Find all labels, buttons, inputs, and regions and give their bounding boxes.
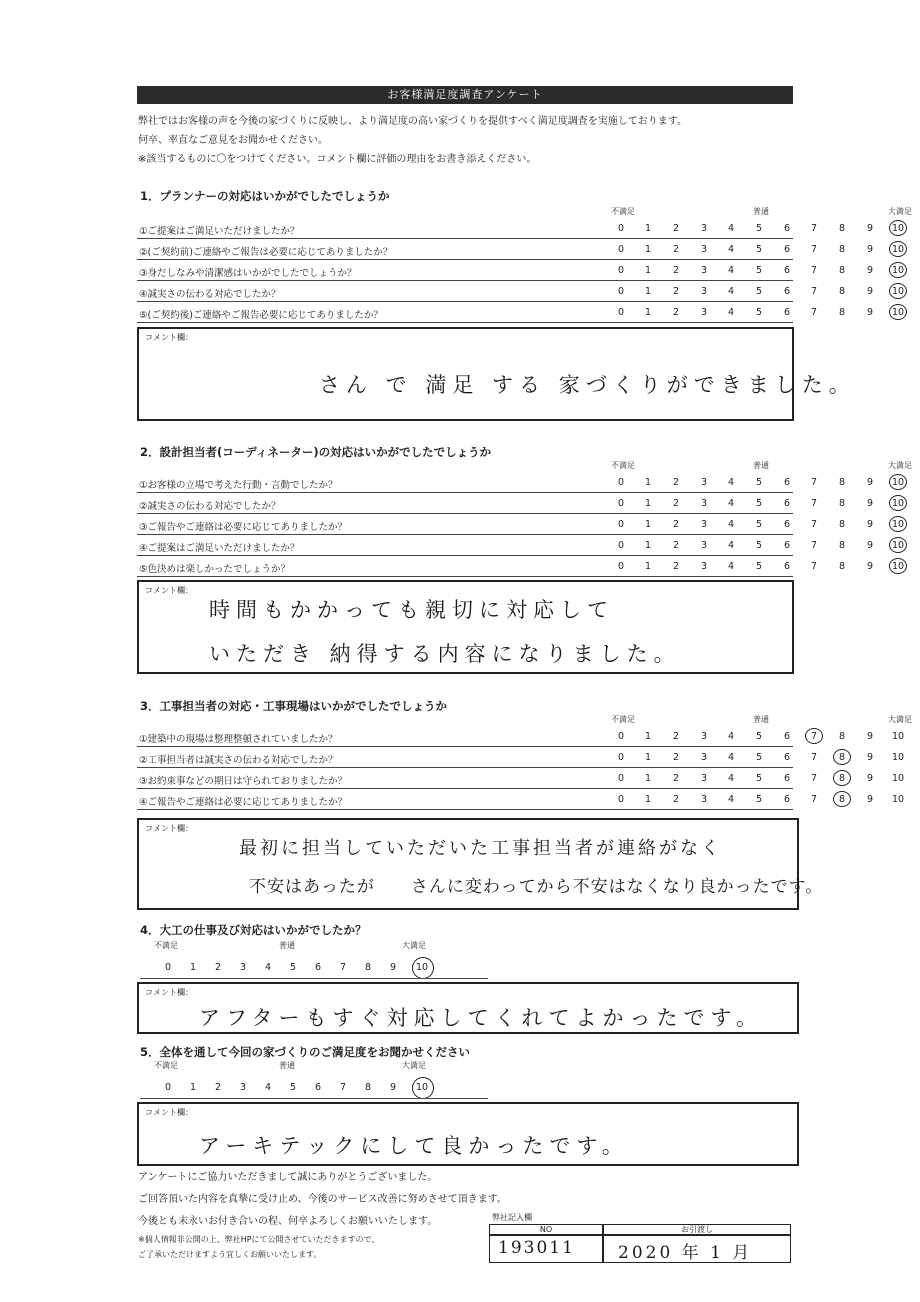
footer-note-2: ご了承いただけますよう宜しくお願いいたします。: [138, 1250, 322, 1259]
scale-low-label: 不満足: [611, 207, 635, 216]
selected-circle-mark: [833, 770, 851, 786]
scale-option-9[interactable]: 9: [866, 540, 874, 551]
scale-option-6[interactable]: 6: [783, 731, 791, 742]
selected-circle-mark: [889, 283, 907, 299]
scale-option-6[interactable]: 6: [783, 519, 791, 530]
scale-option-9[interactable]: 9: [866, 794, 874, 805]
section-2-comment-line-2: いただき 納得する内容になりました。: [209, 642, 681, 666]
scale-option-6[interactable]: 6: [783, 265, 791, 276]
section-4-comment-box[interactable]: [137, 982, 799, 1034]
question-label: ⑤色決めは楽しかったでしょうか？: [139, 564, 291, 575]
scale-option-0[interactable]: 0: [617, 265, 625, 276]
scale-option-3[interactable]: 3: [700, 540, 708, 551]
scale-option-10[interactable]: 10: [891, 540, 905, 551]
scale-option-9[interactable]: 9: [866, 286, 874, 297]
scale-option-2[interactable]: 2: [672, 498, 680, 509]
scale-option-10[interactable]: 10: [891, 244, 905, 255]
selected-circle-mark: [889, 262, 907, 278]
scale-option-5[interactable]: 5: [755, 223, 763, 234]
scale-option-0[interactable]: 0: [617, 498, 625, 509]
scale-option-7[interactable]: 7: [810, 731, 818, 742]
comment-label: コメント欄：: [145, 1108, 193, 1117]
intro-line-2: 何卒、率直なご意見をお聞かせください。: [138, 135, 328, 146]
scale-mid-label: 普通: [753, 715, 769, 724]
question-row: [137, 260, 905, 281]
question-row: [137, 789, 905, 810]
question-row: [137, 239, 905, 260]
scale-option-4[interactable]: 4: [727, 307, 735, 318]
scale-option-7[interactable]: 7: [810, 223, 818, 234]
scale-option-3[interactable]: 3: [700, 265, 708, 276]
scale-option-10[interactable]: 10: [891, 477, 905, 488]
office-no-cell[interactable]: [489, 1235, 603, 1263]
scale-option-5[interactable]: 5: [755, 561, 763, 572]
scale-option-9[interactable]: 9: [866, 498, 874, 509]
scale-option-7[interactable]: 7: [810, 477, 818, 488]
question-row: [137, 281, 905, 302]
section-1-title: 1．プランナーの対応はいかがでしたでしょうか: [140, 189, 390, 203]
scale-option-10[interactable]: 10: [891, 561, 905, 572]
selected-circle-mark: [889, 304, 907, 320]
scale-option-2[interactable]: 2: [672, 307, 680, 318]
selected-circle-mark: [889, 537, 907, 553]
scale-option-1[interactable]: 1: [644, 244, 652, 255]
question-label: ②工事担当者は誠実さの伝わる対応でしたか？: [139, 755, 338, 766]
scale-option-9[interactable]: 9: [866, 752, 874, 763]
scale-option-5[interactable]: 5: [755, 477, 763, 488]
comment-label: コメント欄：: [145, 988, 193, 997]
scale-option-2[interactable]: 2: [672, 540, 680, 551]
scale-option-1[interactable]: 1: [644, 286, 652, 297]
scale-option-2[interactable]: 2: [214, 962, 222, 973]
scale-option-7[interactable]: 7: [810, 307, 818, 318]
question-label: ②(ご契約前)ご連絡やご報告は必要に応じてありましたか？: [139, 247, 393, 258]
section-2-comment-box[interactable]: [137, 580, 794, 674]
scale-option-10[interactable]: 10: [415, 962, 429, 973]
selected-circle-mark: [833, 749, 851, 765]
scale-option-7[interactable]: 7: [810, 519, 818, 530]
scale-option-6[interactable]: 6: [783, 773, 791, 784]
scale-option-0[interactable]: 0: [617, 794, 625, 805]
question-label: ③お約束事などの期日は守られておりましたか？: [139, 776, 348, 787]
scale-option-1[interactable]: 1: [189, 1082, 197, 1093]
scale-option-6[interactable]: 6: [783, 540, 791, 551]
selected-circle-mark: [805, 728, 823, 744]
selected-circle-mark: [889, 495, 907, 511]
scale-option-9[interactable]: 9: [866, 731, 874, 742]
scale-mid-label: 普通: [279, 941, 295, 950]
section-3-comment-line-1: 最初に担当していただいた工事担当者が連絡がなく: [239, 838, 722, 859]
scale-option-10[interactable]: 10: [891, 223, 905, 234]
scale-option-1[interactable]: 1: [644, 519, 652, 530]
question-label: ②誠実さの伝わる対応でしたか？: [139, 501, 281, 512]
scale-option-10[interactable]: 10: [891, 498, 905, 509]
scale-option-8[interactable]: 8: [838, 794, 846, 805]
question-label: ③身だしなみや清潔感はいかがでしたでしょうか？: [139, 268, 357, 279]
scale-option-5[interactable]: 5: [755, 731, 763, 742]
scale-option-1[interactable]: 1: [644, 498, 652, 509]
scale-underline: [140, 1098, 488, 1099]
section-5-comment-box[interactable]: [137, 1102, 799, 1166]
selected-circle-mark: [412, 957, 434, 979]
scale-option-6[interactable]: 6: [783, 307, 791, 318]
question-label: ①お客様の立場で考えた行動・言動でしたか？: [139, 480, 338, 491]
comment-label: コメント欄：: [145, 586, 193, 595]
office-no-label: NO: [539, 1225, 553, 1234]
question-row: [137, 514, 905, 535]
scale-option-9[interactable]: 9: [866, 773, 874, 784]
scale-option-5[interactable]: 5: [755, 773, 763, 784]
scale-option-1[interactable]: 1: [644, 477, 652, 488]
section-3-table: [137, 714, 912, 814]
scale-option-6[interactable]: 6: [783, 752, 791, 763]
office-handover-cell[interactable]: [603, 1235, 791, 1263]
scale-option-3[interactable]: 3: [700, 244, 708, 255]
comment-label: コメント欄：: [145, 824, 193, 833]
scale-option-5[interactable]: 5: [755, 752, 763, 763]
scale-option-4[interactable]: 4: [727, 794, 735, 805]
scale-mid-label: 普通: [279, 1061, 295, 1070]
section-4-scale: [140, 940, 490, 980]
section-2-table: [137, 460, 912, 580]
question-row: [137, 747, 905, 768]
scale-option-1[interactable]: 1: [644, 561, 652, 572]
scale-option-3[interactable]: 3: [239, 962, 247, 973]
comment-label: コメント欄：: [145, 333, 193, 342]
scale-option-9[interactable]: 9: [389, 1082, 397, 1093]
scale-option-10[interactable]: 10: [891, 731, 905, 742]
scale-option-4[interactable]: 4: [727, 731, 735, 742]
intro-line-1: 弊社ではお客様の声を今後の家づくりに反映し、より満足度の高い家づくりを提供すべく満足度調査を実施しております。: [138, 116, 687, 127]
office-handover-value: 2020 年 1 月: [618, 1243, 753, 1263]
scale-option-2[interactable]: 2: [672, 773, 680, 784]
scale-low-label: 不満足: [154, 941, 178, 950]
scale-option-1[interactable]: 1: [644, 540, 652, 551]
scale-option-4[interactable]: 4: [727, 519, 735, 530]
question-row: [137, 472, 905, 493]
scale-option-2[interactable]: 2: [672, 731, 680, 742]
scale-option-4[interactable]: 4: [727, 223, 735, 234]
section-1-comment-box[interactable]: [137, 327, 856, 421]
scale-option-2[interactable]: 2: [672, 223, 680, 234]
scale-option-3[interactable]: 3: [700, 731, 708, 742]
scale-option-10[interactable]: 10: [891, 286, 905, 297]
scale-option-8[interactable]: 8: [838, 307, 846, 318]
scale-option-10[interactable]: 10: [891, 773, 905, 784]
footer-note-1: ※個人情報非公開の上、弊社HPにて公開させていただきますので、: [138, 1235, 380, 1244]
scale-option-10[interactable]: 10: [891, 752, 905, 763]
scale-option-3[interactable]: 3: [700, 794, 708, 805]
office-handover-label: お引渡し: [681, 1225, 713, 1234]
scale-option-8[interactable]: 8: [838, 540, 846, 551]
scale-option-5[interactable]: 5: [289, 962, 297, 973]
scale-option-8[interactable]: 8: [838, 561, 846, 572]
question-row: [137, 218, 905, 239]
scale-option-2[interactable]: 2: [672, 519, 680, 530]
scale-option-0[interactable]: 0: [617, 540, 625, 551]
question-label: ①ご提案はご満足いただけましたか？: [139, 226, 300, 237]
section-1-comment-line-1: さん で 満足 する 家づくりができました。: [319, 373, 856, 397]
section-3-comment-line-2: 不安はあったが さんに変わってから不安はなくなり良かったです。: [249, 877, 824, 897]
scale-option-3[interactable]: 3: [700, 519, 708, 530]
scale-option-10[interactable]: 10: [891, 307, 905, 318]
section-2-title: 2．設計担当者(コーディネーター)の対応はいかがでしたでしょうか: [140, 445, 492, 459]
section-4-title: 4．大工の仕事及び対応はいかがでしたか？: [140, 923, 367, 937]
scale-option-0[interactable]: 0: [617, 307, 625, 318]
scale-option-10[interactable]: 10: [415, 1082, 429, 1093]
question-label: ④ご報告やご連絡は必要に応じてありましたか？: [139, 797, 348, 808]
scale-option-1[interactable]: 1: [189, 962, 197, 973]
scale-option-3[interactable]: 3: [700, 752, 708, 763]
scale-option-9[interactable]: 9: [866, 561, 874, 572]
scale-option-8[interactable]: 8: [838, 519, 846, 530]
scale-option-7[interactable]: 7: [810, 498, 818, 509]
scale-option-2[interactable]: 2: [672, 477, 680, 488]
scale-option-5[interactable]: 5: [755, 498, 763, 509]
section-4-comment-line-1: アフターもすぐ対応してくれてよかったです。: [199, 1006, 763, 1030]
scale-option-10[interactable]: 10: [891, 519, 905, 530]
question-row: [137, 726, 905, 747]
scale-option-1[interactable]: 1: [644, 307, 652, 318]
selected-circle-mark: [889, 558, 907, 574]
section-1-table: [137, 206, 912, 326]
scale-high-label: 大満足: [888, 207, 912, 216]
scale-option-3[interactable]: 3: [700, 773, 708, 784]
scale-option-7[interactable]: 7: [339, 962, 347, 973]
scale-option-8[interactable]: 8: [838, 223, 846, 234]
selected-circle-mark: [889, 241, 907, 257]
scale-option-1[interactable]: 1: [644, 773, 652, 784]
scale-option-6[interactable]: 6: [783, 286, 791, 297]
scale-option-7[interactable]: 7: [810, 286, 818, 297]
section-5-title: 5．全体を通して今回の家づくりのご満足度をお聞かせください: [140, 1045, 470, 1059]
scale-option-2[interactable]: 2: [672, 752, 680, 763]
scale-option-7[interactable]: 7: [810, 561, 818, 572]
scale-option-3[interactable]: 3: [700, 498, 708, 509]
scale-option-9[interactable]: 9: [866, 519, 874, 530]
scale-option-2[interactable]: 2: [214, 1082, 222, 1093]
scale-option-7[interactable]: 7: [810, 752, 818, 763]
scale-option-0[interactable]: 0: [164, 962, 172, 973]
scale-option-4[interactable]: 4: [727, 244, 735, 255]
scale-option-0[interactable]: 0: [617, 519, 625, 530]
scale-option-5[interactable]: 5: [289, 1082, 297, 1093]
scale-option-7[interactable]: 7: [810, 540, 818, 551]
scale-option-5[interactable]: 5: [755, 286, 763, 297]
office-no-value: 193011: [498, 1238, 575, 1258]
office-no-header: [489, 1224, 603, 1235]
scale-underline: [140, 978, 488, 979]
scale-option-5[interactable]: 5: [755, 265, 763, 276]
scale-high-label: 大満足: [402, 1061, 426, 1070]
scale-option-6[interactable]: 6: [783, 561, 791, 572]
scale-option-9[interactable]: 9: [866, 244, 874, 255]
scale-option-6[interactable]: 6: [783, 498, 791, 509]
scale-option-5[interactable]: 5: [755, 540, 763, 551]
scale-option-7[interactable]: 7: [810, 265, 818, 276]
scale-option-4[interactable]: 4: [264, 962, 272, 973]
footer-line-1: アンケートにご協力いただきまして誠にありがとうございました。: [138, 1172, 438, 1183]
scale-option-7[interactable]: 7: [810, 794, 818, 805]
question-label: ④誠実さの伝わる対応でしたか？: [139, 289, 281, 300]
scale-option-8[interactable]: 8: [838, 773, 846, 784]
scale-option-3[interactable]: 3: [239, 1082, 247, 1093]
selected-circle-mark: [412, 1077, 434, 1099]
scale-option-9[interactable]: 9: [389, 962, 397, 973]
scale-option-8[interactable]: 8: [364, 1082, 372, 1093]
scale-option-5[interactable]: 5: [755, 794, 763, 805]
scale-option-1[interactable]: 1: [644, 752, 652, 763]
scale-option-4[interactable]: 4: [727, 498, 735, 509]
footer-line-2: ご回答頂いた内容を真摯に受け止め、今後のサービス改善に努めさせて頂きます。: [138, 1194, 507, 1205]
page-title: お客様満足度調査アンケート: [137, 86, 793, 104]
scale-option-4[interactable]: 4: [264, 1082, 272, 1093]
scale-option-3[interactable]: 3: [700, 561, 708, 572]
scale-option-6[interactable]: 6: [314, 1082, 322, 1093]
scale-option-2[interactable]: 2: [672, 561, 680, 572]
scale-option-6[interactable]: 6: [783, 244, 791, 255]
scale-option-2[interactable]: 2: [672, 794, 680, 805]
scale-option-8[interactable]: 8: [838, 498, 846, 509]
scale-option-4[interactable]: 4: [727, 561, 735, 572]
scale-option-0[interactable]: 0: [617, 477, 625, 488]
scale-option-1[interactable]: 1: [644, 223, 652, 234]
question-row: [137, 493, 905, 514]
scale-option-2[interactable]: 2: [672, 265, 680, 276]
question-label: ④ご提案はご満足いただけましたか？: [139, 543, 300, 554]
scale-option-4[interactable]: 4: [727, 286, 735, 297]
scale-low-label: 不満足: [611, 461, 635, 470]
question-row: [137, 302, 905, 323]
question-row: [137, 768, 905, 789]
scale-option-10[interactable]: 10: [891, 265, 905, 276]
scale-low-label: 不満足: [611, 715, 635, 724]
intro-line-3: ※該当するものに〇をつけてください。コメント欄に評価の理由をお書き添えください。: [138, 154, 537, 165]
selected-circle-mark: [889, 516, 907, 532]
scale-option-5[interactable]: 5: [755, 307, 763, 318]
scale-option-5[interactable]: 5: [755, 244, 763, 255]
scale-option-3[interactable]: 3: [700, 477, 708, 488]
section-5-scale: [140, 1060, 490, 1100]
scale-option-7[interactable]: 7: [810, 773, 818, 784]
question-label: ①建築中の現場は整理整頓されていましたか？: [139, 734, 338, 745]
selected-circle-mark: [889, 220, 907, 236]
footer-line-3: 今後とも末永いお付き合いの程、何卒よろしくお願いいたします。: [138, 1216, 438, 1227]
scale-option-8[interactable]: 8: [838, 752, 846, 763]
section-5-comment-line-1: アーキテックにして良かったです。: [199, 1134, 629, 1158]
scale-option-0[interactable]: 0: [617, 244, 625, 255]
scale-mid-label: 普通: [753, 461, 769, 470]
scale-high-label: 大満足: [888, 715, 912, 724]
scale-option-0[interactable]: 0: [617, 752, 625, 763]
scale-high-label: 大満足: [888, 461, 912, 470]
question-label: ③ご報告やご連絡は必要に応じてありましたか？: [139, 522, 348, 533]
office-handover-header: [603, 1224, 791, 1235]
scale-option-4[interactable]: 4: [727, 752, 735, 763]
question-row: [137, 535, 905, 556]
scale-option-0[interactable]: 0: [164, 1082, 172, 1093]
scale-option-8[interactable]: 8: [838, 286, 846, 297]
scale-option-8[interactable]: 8: [364, 962, 372, 973]
scale-option-0[interactable]: 0: [617, 223, 625, 234]
scale-option-9[interactable]: 9: [866, 223, 874, 234]
scale-option-9[interactable]: 9: [866, 265, 874, 276]
scale-option-8[interactable]: 8: [838, 265, 846, 276]
scale-option-6[interactable]: 6: [314, 962, 322, 973]
scale-high-label: 大満足: [402, 941, 426, 950]
section-2-comment-line-1: 時間もかかっても親切に対応して: [209, 598, 614, 622]
scale-option-9[interactable]: 9: [866, 477, 874, 488]
scale-option-8[interactable]: 8: [838, 477, 846, 488]
scale-option-9[interactable]: 9: [866, 307, 874, 318]
scale-option-0[interactable]: 0: [617, 731, 625, 742]
scale-option-8[interactable]: 8: [838, 731, 846, 742]
section-3-comment-box[interactable]: [137, 818, 824, 910]
scale-option-6[interactable]: 6: [783, 223, 791, 234]
scale-option-0[interactable]: 0: [617, 286, 625, 297]
scale-option-0[interactable]: 0: [617, 561, 625, 572]
selected-circle-mark: [833, 791, 851, 807]
scale-option-4[interactable]: 4: [727, 477, 735, 488]
scale-option-7[interactable]: 7: [810, 244, 818, 255]
office-use-heading: 弊社記入欄: [492, 1213, 532, 1222]
scale-option-7[interactable]: 7: [339, 1082, 347, 1093]
selected-circle-mark: [889, 474, 907, 490]
scale-low-label: 不満足: [154, 1061, 178, 1070]
scale-mid-label: 普通: [753, 207, 769, 216]
question-row: [137, 556, 905, 577]
scale-option-3[interactable]: 3: [700, 223, 708, 234]
scale-option-0[interactable]: 0: [617, 773, 625, 784]
scale-option-8[interactable]: 8: [838, 244, 846, 255]
scale-option-4[interactable]: 4: [727, 773, 735, 784]
section-3-title: 3．工事担当者の対応・工事現場はいかがでしたでしょうか: [140, 699, 447, 713]
scale-option-4[interactable]: 4: [727, 540, 735, 551]
scale-option-3[interactable]: 3: [700, 286, 708, 297]
scale-option-3[interactable]: 3: [700, 307, 708, 318]
scale-option-10[interactable]: 10: [891, 794, 905, 805]
scale-option-5[interactable]: 5: [755, 519, 763, 530]
scale-option-6[interactable]: 6: [783, 477, 791, 488]
question-label: ⑤(ご契約後)ご連絡やご報告必要に応じてありましたか？: [139, 310, 383, 321]
scale-option-4[interactable]: 4: [727, 265, 735, 276]
scale-option-1[interactable]: 1: [644, 794, 652, 805]
scale-option-6[interactable]: 6: [783, 794, 791, 805]
scale-option-2[interactable]: 2: [672, 244, 680, 255]
scale-option-1[interactable]: 1: [644, 265, 652, 276]
scale-option-2[interactable]: 2: [672, 286, 680, 297]
scale-option-1[interactable]: 1: [644, 731, 652, 742]
